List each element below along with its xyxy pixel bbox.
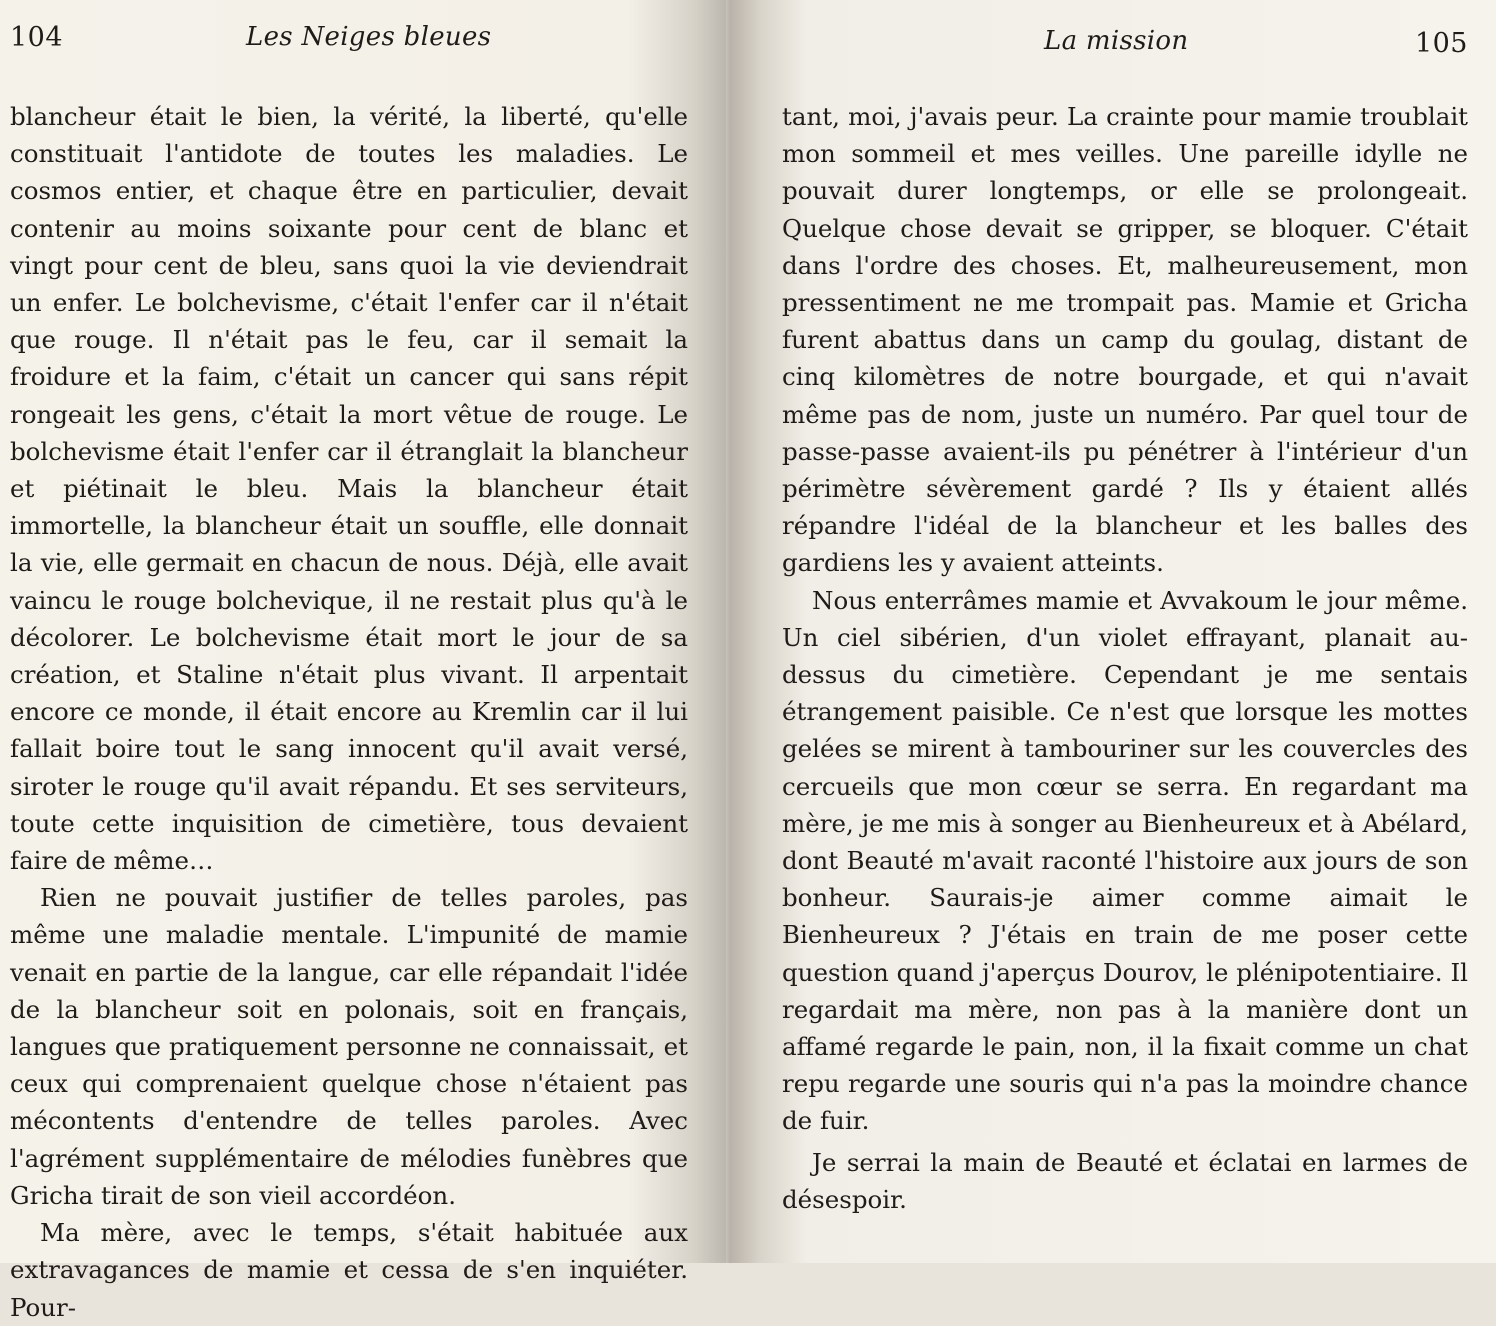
right-page: [730, 0, 1496, 1263]
paragraph: Nous enterrâmes mamie et Avvakoum le jour même. Un ciel sibérien, d'un violet effrayant, planait au-dessus du cimetière. Cependant je me sentais étrangement paisible. Ce n'est que lorsque les mottes gelées se mirent à tambouriner sur les couvercles des cercueils que mon cœur se serra. En regardant ma mère, je me mis à songer au Bienheureux et à Abélard, dont Beauté m'avait raconté l'histoire aux jours de son bonheur. Saurais-je aimer comme aimait le Bienheureux ? J'étais en train de me poser cette question quand j'aperçus Dourov, le plénipotentiaire. Il regardait ma mère, non pas à la manière dont un affamé regarde le pain, non, il la fixait comme un chat repu regarde une souris qui n'a pas la moindre chance de fuir.: [782, 585, 1468, 1136]
paragraph: Ma mère, avec le temps, s'était habituée aux extravagances de mamie et cessa de s'en inquiéter. Pour-: [10, 1218, 688, 1322]
chapter-title-header: La mission: [1044, 26, 1189, 56]
paragraph: Je serrai la main de Beauté et éclatai en larmes de désespoir.: [782, 1147, 1468, 1214]
left-page-text: [10, 98, 688, 1326]
paragraph: Rien ne pouvait justifier de telles paroles, pas même une maladie mentale. L'impunité de mamie venait en partie de la langue, car elle répandait l'idée de la blancheur soit en polonais, soit en français, langues que pratiquement personne ne connaissait, et ceux qui comprenaient quelque chose n'étaient pas mécontents d'entendre de telles paroles. Avec l'agrément supplémentaire de mélodies funèbres que Gricha tirait de son vieil accordéon.: [10, 883, 688, 1210]
left-page: [0, 0, 730, 1322]
right-running-head: [782, 24, 1468, 76]
book-title-header: Les Neiges bleues: [246, 22, 492, 52]
page-number-left: 104: [10, 22, 64, 53]
page-number-right: 105: [1414, 28, 1468, 59]
left-running-head: [10, 22, 688, 74]
paragraph: tant, moi, j'avais peur. La crainte pour mamie troublait mon sommeil et mes veilles. Une pareille idylle ne pouvait durer longtemps, or elle se prolongeait. Quelque chose devait se gripper, se bloquer. C'était dans l'ordre des choses. Et, malheureusement, mon pressentiment ne me trompait pas. Mamie et Gricha furent abattus dans un camp du goulag, distant de cinq kilomètres de notre bourgade, et qui n'avait même pas de nom, juste un numéro. Par quel tour de passe-passe avaient-ils pu pénétrer à l'intérieur d'un périmètre sévèrement gardé ? Ils y étaient allés répandre l'idéal de la blancheur et les balles des gardiens les y avaient atteints.: [782, 102, 1468, 578]
right-page-text: [782, 98, 1468, 1218]
paragraph: blancheur était le bien, la vérité, la liberté, qu'elle constituait l'antidote de toutes les maladies. Le cosmos entier, et chaque être en particulier, devait contenir au moins soixante pour cent de blanc et vingt pour cent de bleu, sans quoi la vie deviendrait un enfer. Le bolchevisme, c'était l'enfer car il n'était que rouge. Il n'était pas le feu, car il semait la froidure et la faim, c'était un cancer qui sans répit rongeait les gens, c'était la mort vêtue de rouge. Le bolchevisme était l'enfer car il étranglait la blancheur et piétinait le bleu. Mais la blancheur était immortelle, la blancheur était un souffle, elle donnait la vie, elle germait en chacun de nous. Déjà, elle avait vaincu le rouge bolchevique, il ne restait plus qu'à le décolorer. Le bolchevisme était mort le jour de sa création, et Staline n'était plus vivant. Il arpentait encore ce monde, il était encore au Kremlin car il lui fallait boire tout le sang innocent qu'il avait versé, siroter le rouge qu'il avait répandu. Et ses serviteurs, toute cette inquisition de cimetière, tous devaient faire de même…: [10, 102, 688, 876]
